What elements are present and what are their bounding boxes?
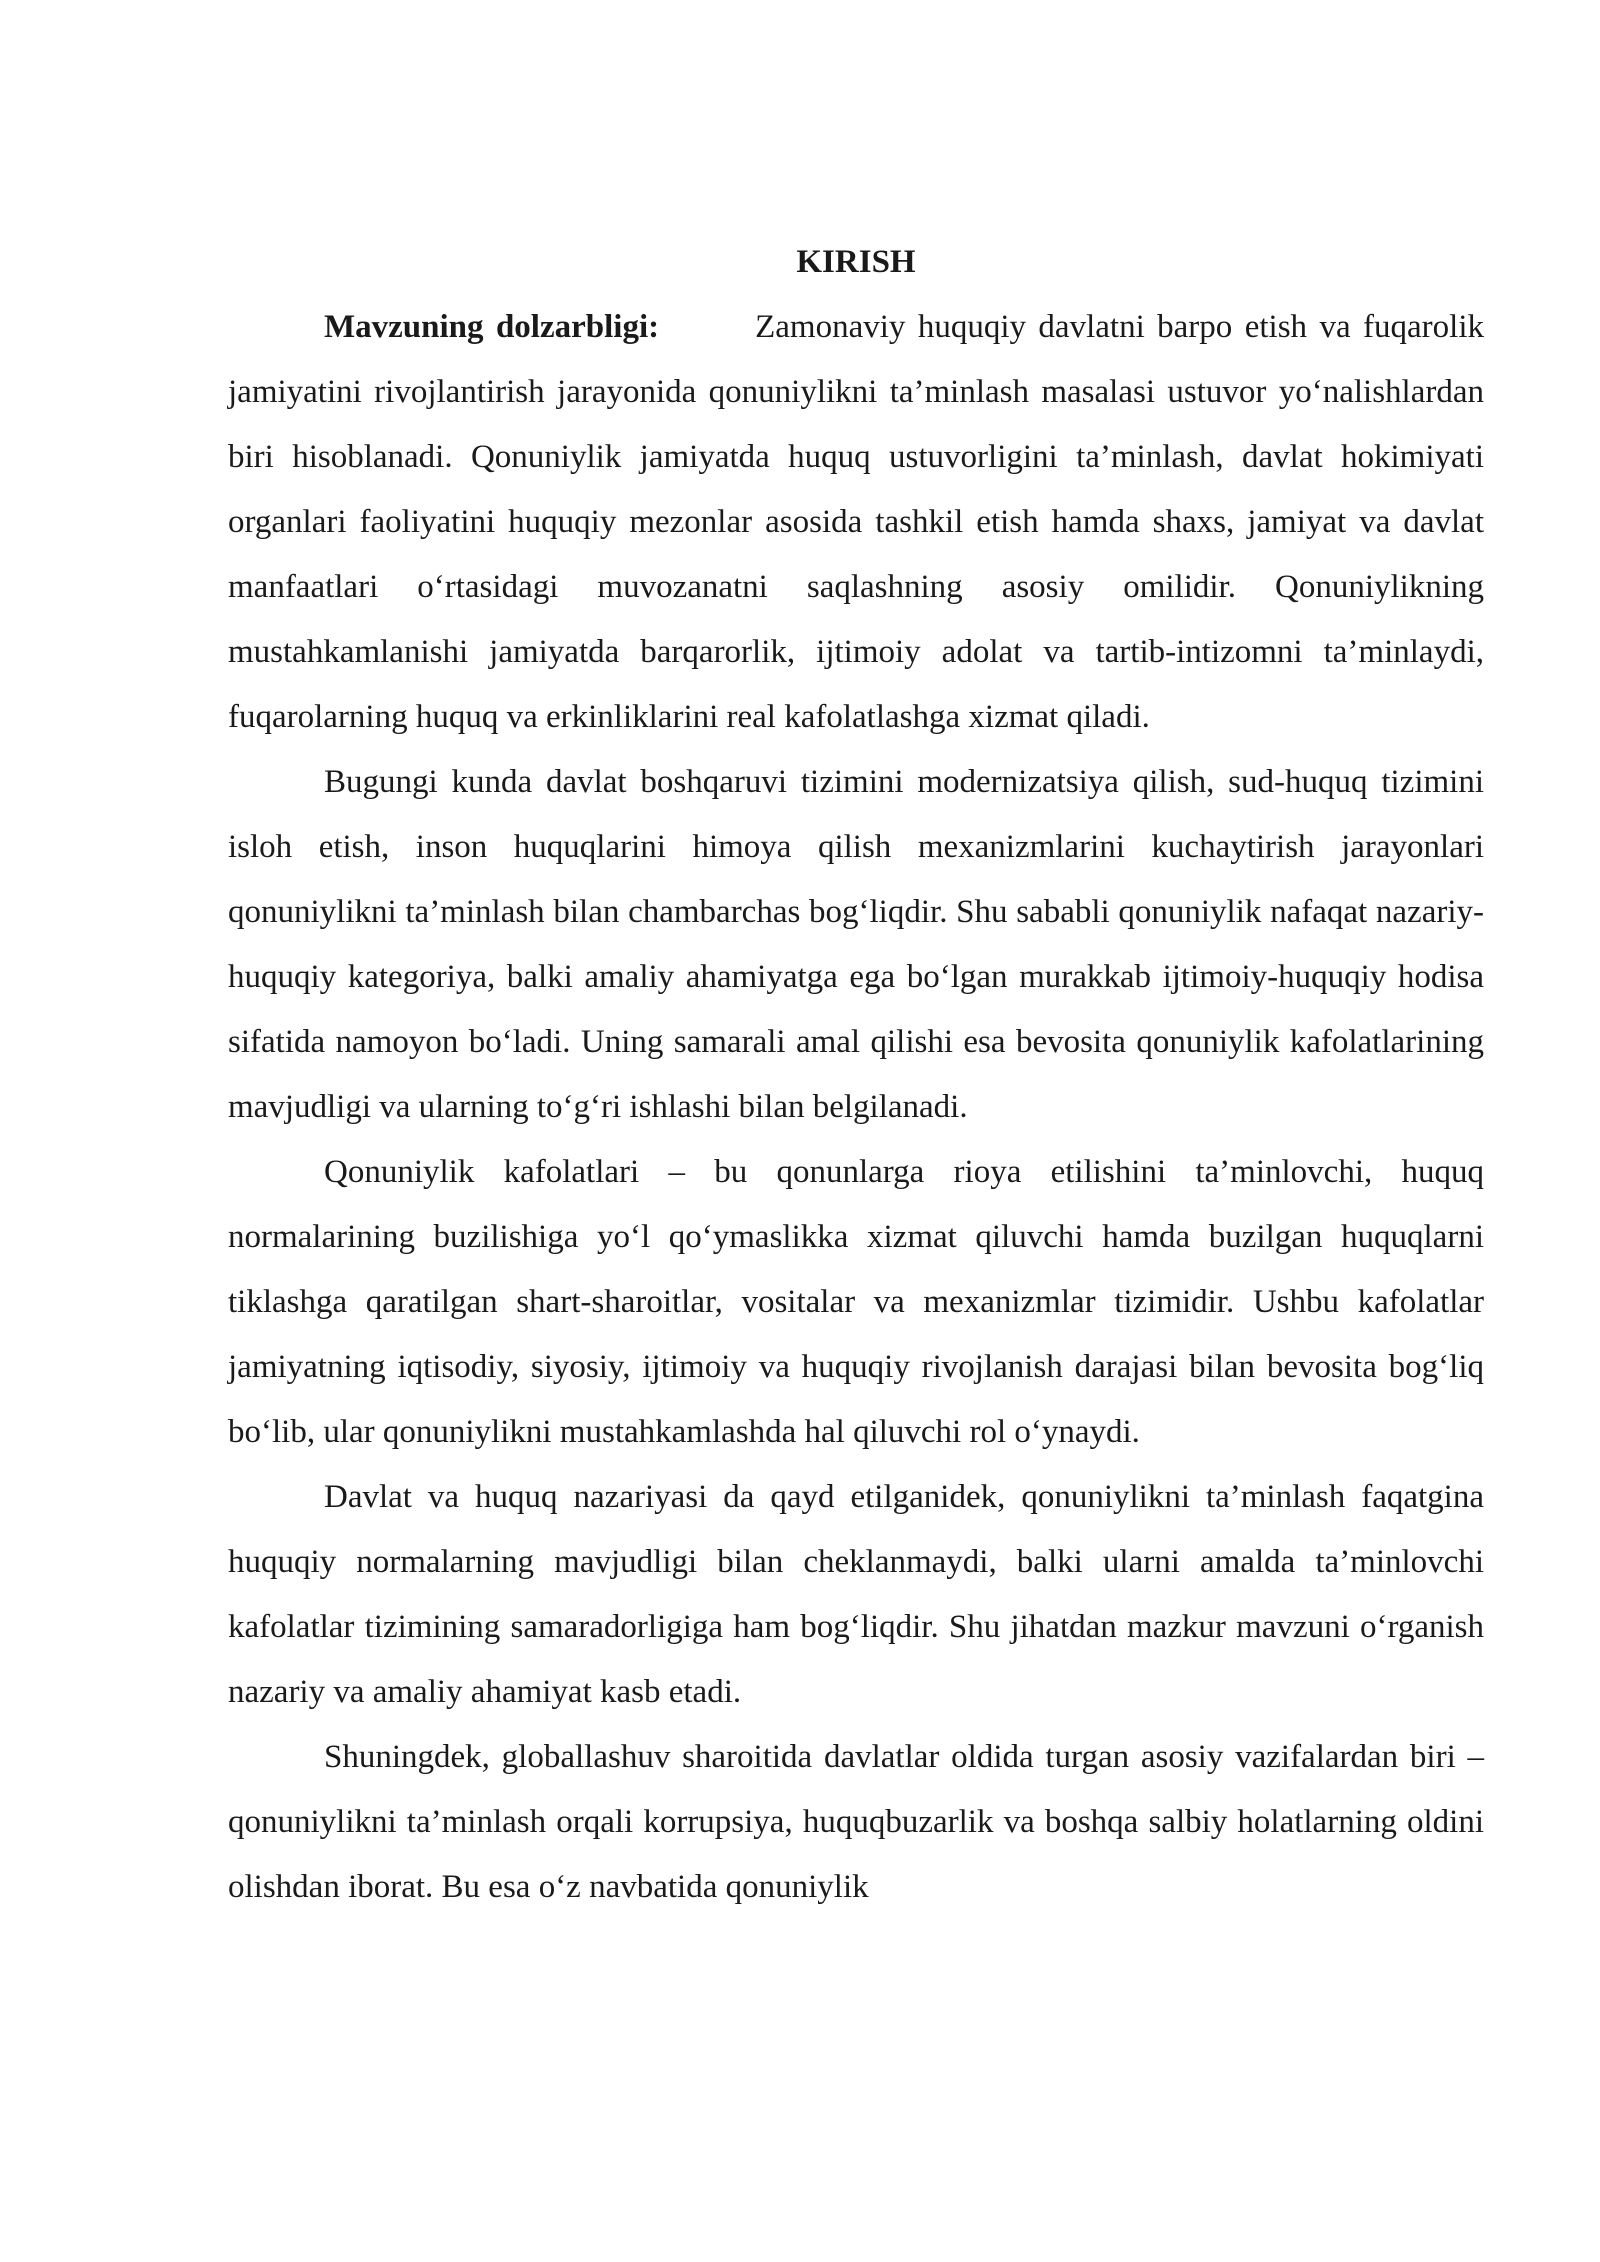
paragraph-1-text: Zamonaviy huquqiy davlatni barpo etish va fuqarolik jamiyatini rivojlantirish jarayonida qonuniylikni ta’minlash masalasi ustuvor yo‘nalishlardan biri hisoblanadi. Qonuniylik jamiyatda huquq ustuvorligini ta’minlash, davlat hokimiyati organlari faoliyatini huquqiy mezonlar asosida tashkil etish hamda shaxs, jamiyat va davlat manfaatlari o‘rtasidagi muvozanatni saqlashning asosiy omilidir. Qonuniylikning mustahkamlanishi jamiyatda barqarorlik, ijtimoiy adolat va tartib-intizomni ta’minlaydi, fuqarolarning huquq va erkinliklarini real kafolatlashga xizmat qiladi. (228, 309, 1485, 735)
paragraph-4: Davlat va huquq nazariyasi da qayd etilganidek, qonuniylikni ta’minlash faqatgina huquqiy normalarning mavjudligi bilan cheklanmaydi, balki ularni amalda ta’minlovchi kafolatlar tizimining samaradorligiga ham bog‘liqdir. Shu jihatdan mazkur mavzuni o‘rganish nazariy va amaliy ahamiyat kasb etadi. (228, 1479, 1484, 1710)
document-body (228, 230, 1484, 1920)
section-heading: KIRISH (796, 244, 916, 280)
lead-label: Mavzuning dolzarbligi: (324, 309, 660, 345)
paragraph-1 (228, 295, 1484, 750)
paragraph-2: Bugungi kunda davlat boshqaruvi tizimini modernizatsiya qilish, sud-huquq tizimini isloh etish, inson huquqlarini himoya qilish mexanizmlarini kuchaytirish jarayonlari qonuniylikni ta’minlash bilan chambarchas bog‘liqdir. Shu sababli qonuniylik nafaqat nazariy-huquqiy kategoriya, balki amaliy ahamiyatga ega bo‘lgan murakkab ijtimoiy-huquqiy hodisa sifatida namoyon bo‘ladi. Uning samarali amal qilishi esa bevosita qonuniylik kafolatlarining mavjudligi va ularning to‘g‘ri ishlashi bilan belgilanadi. (228, 764, 1484, 1125)
paragraph-5: Shuningdek, globallashuv sharoitida davlatlar oldida turgan asosiy vazifalardan biri – qonuniylikni ta’minlash orqali korrupsiya, huquqbuzarlik va boshqa salbiy holatlarning oldini olishdan iborat. Bu esa o‘z navbatida qonuniylik (228, 1739, 1484, 1905)
paragraph-3: Qonuniylik kafolatlari – bu qonunlarga rioya etilishini ta’minlovchi, huquq normalarining buzilishiga yo‘l qo‘ymaslikka xizmat qiluvchi hamda buzilgan huquqlarni tiklashga qaratilgan shart-sharoitlar, vositalar va mexanizmlar tizimidir. Ushbu kafolatlar jamiyatning iqtisodiy, siyosiy, ijtimoiy va huquqiy rivojlanish darajasi bilan bevosita bog‘liq bo‘lib, ular qonuniylikni mustahkamlashda hal qiluvchi rol o‘ynaydi. (228, 1154, 1484, 1450)
